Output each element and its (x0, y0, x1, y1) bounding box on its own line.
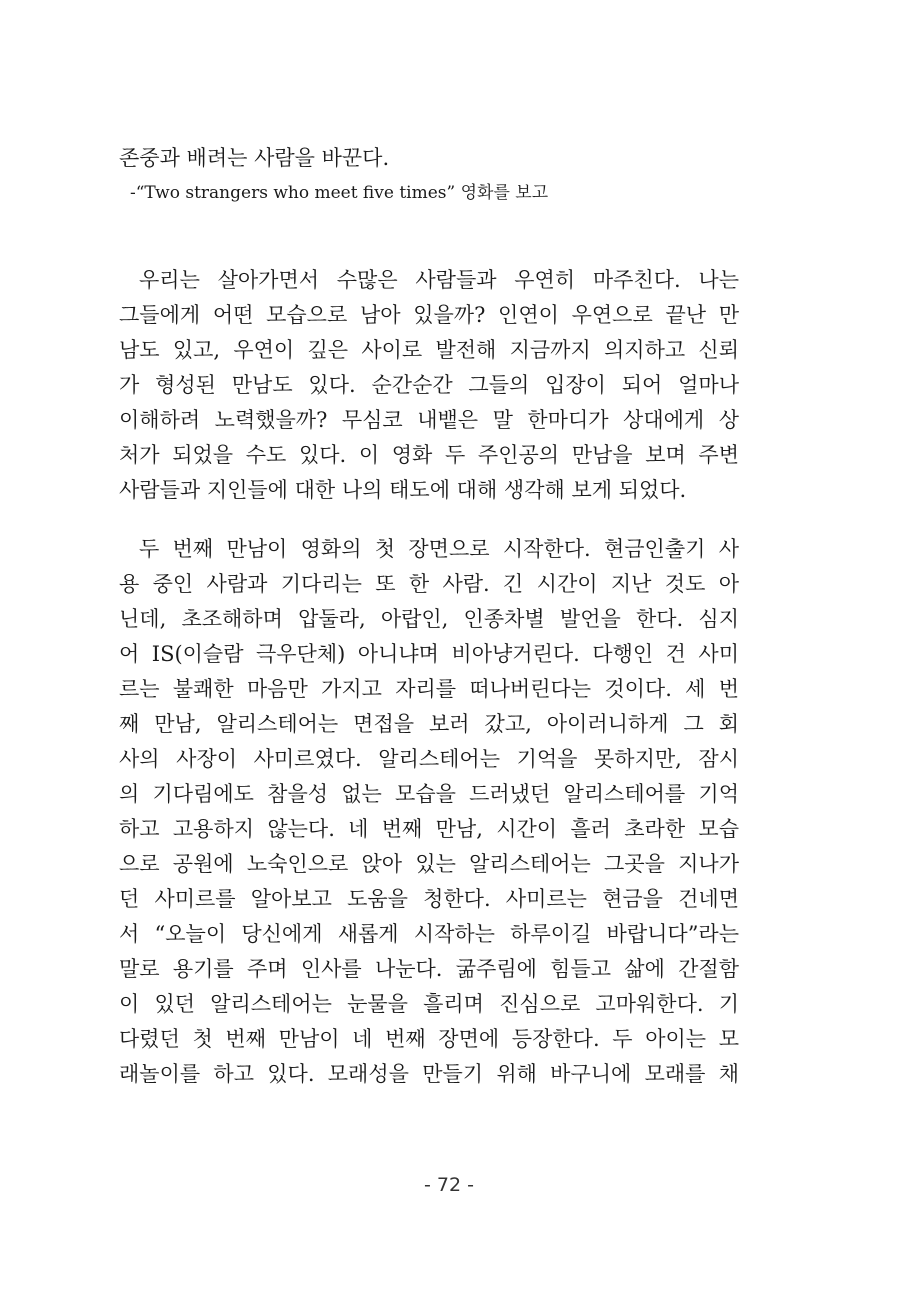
text-line: 다렸던 첫 번째 만남이 네 번째 장면에 등장한다. 두 아이는 모 (119, 1027, 739, 1051)
text-line: 가 형성된 만남도 있다. 순간순간 그들의 입장이 되어 얼마나 (119, 373, 739, 397)
text-line: 사의 사장이 사미르였다. 알리스테어는 기억을 못하지만, 잠시 (119, 747, 739, 771)
paragraph-1 (119, 263, 739, 508)
paragraph-2 (119, 532, 739, 1092)
text-line: 이 있던 알리스테어는 눈물을 흘리며 진심으로 고마워한다. 기 (119, 992, 739, 1016)
essay-subtitle: -“Two strangers who meet five times” 영화를 보고 (130, 183, 549, 203)
text-line: 이해하려 노력했을까? 무심코 내뱉은 말 한마디가 상대에게 상 (119, 408, 739, 432)
text-line: 째 만남, 알리스테어는 면접을 보러 갔고, 아이러니하게 그 회 (119, 712, 739, 736)
text-line: 두 번째 만남이 영화의 첫 장면으로 시작한다. 현금인출기 사 (139, 537, 739, 561)
text-line: 사람들과 지인들에 대한 나의 태도에 대해 생각해 보게 되었다. (119, 478, 687, 502)
page-number: - 72 - (424, 1174, 474, 1196)
text-line: 어 IS(이슬람 극우단체) 아니냐며 비아냥거린다. 다행인 건 사미 (119, 642, 739, 666)
text-line: 르는 불쾌한 마음만 가지고 자리를 떠나버린다는 것이다. 세 번 (119, 677, 739, 701)
text-line: 말로 용기를 주며 인사를 나눈다. 굶주림에 힘들고 삶에 간절함 (119, 957, 739, 981)
text-line: 용 중인 사람과 기다리는 또 한 사람. 긴 시간이 지난 것도 아 (119, 572, 739, 596)
text-line: 닌데, 초조해하며 압둘라, 아랍인, 인종차별 발언을 한다. 심지 (119, 607, 739, 631)
text-line: 처가 되었을 수도 있다. 이 영화 두 주인공의 만남을 보며 주변 (119, 443, 739, 467)
text-line: 의 기다림에도 참을성 없는 모습을 드러냈던 알리스테어를 기억 (119, 782, 739, 806)
text-line: 으로 공원에 노숙인으로 앉아 있는 알리스테어는 그곳을 지나가 (119, 852, 739, 876)
text-line: 서 “오늘이 당신에게 새롭게 시작하는 하루이길 바랍니다”라는 (119, 922, 739, 946)
text-line: 그들에게 어떤 모습으로 남아 있을까? 인연이 우연으로 끝난 만 (119, 303, 739, 327)
text-line: 래놀이를 하고 있다. 모래성을 만들기 위해 바구니에 모래를 채 (119, 1062, 739, 1086)
text-line: 남도 있고, 우연이 깊은 사이로 발전해 지금까지 의지하고 신뢰 (119, 338, 739, 362)
text-line: 던 사미르를 알아보고 도움을 청한다. 사미르는 현금을 건네면 (119, 887, 739, 911)
text-line: 우리는 살아가면서 수많은 사람들과 우연히 마주친다. 나는 (139, 268, 739, 292)
essay-title: 존중과 배려는 사람을 바꾼다. (119, 146, 390, 170)
text-line: 하고 고용하지 않는다. 네 번째 만남, 시간이 흘러 초라한 모습 (119, 817, 739, 841)
